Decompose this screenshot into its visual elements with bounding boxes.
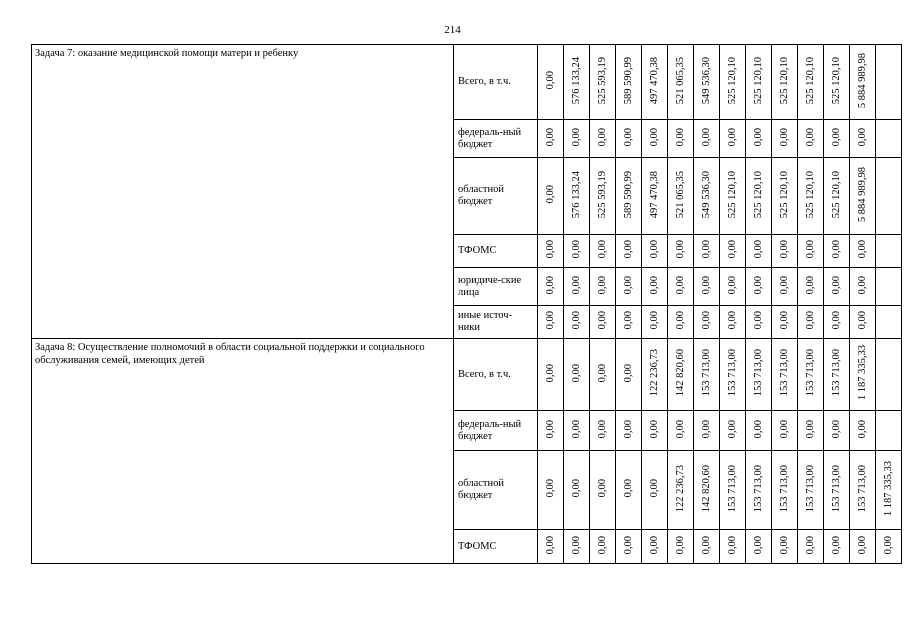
value-text: 525 120,10 (726, 56, 738, 105)
value-text: 0,00 (596, 479, 608, 498)
value-cell (642, 451, 668, 530)
value-text: 0,00 (856, 240, 868, 259)
value-cell (642, 268, 668, 306)
value-cell (824, 120, 850, 158)
value-text: 153 713,00 (726, 464, 738, 513)
value-text: 142 820,60 (700, 464, 712, 513)
value-cell (564, 158, 590, 235)
value-text: 0,00 (544, 127, 556, 147)
value-text: 525 120,10 (830, 170, 842, 219)
value-text: 576 133,24 (570, 56, 582, 105)
value-text: 0,00 (778, 535, 790, 555)
value-text: 0,00 (648, 479, 660, 498)
value-cell (850, 339, 876, 411)
value-text: 153 713,00 (856, 464, 868, 513)
value-text: 1 187 335,33 (882, 460, 894, 517)
value-text: 0,00 (570, 275, 582, 295)
value-cell (850, 235, 876, 268)
value-cell (772, 306, 798, 339)
value-text: 0,00 (648, 240, 660, 259)
value-cell (824, 530, 850, 564)
value-text: 0,00 (752, 311, 764, 330)
value-text: 0,00 (726, 311, 738, 330)
value-cell (746, 339, 772, 411)
value-cell (694, 530, 720, 564)
value-cell (850, 411, 876, 451)
value-cell (798, 268, 824, 306)
value-cell (772, 268, 798, 306)
value-text: 0,00 (778, 240, 790, 259)
value-text: 0,00 (596, 419, 608, 439)
value-cell (824, 158, 850, 235)
value-cell (824, 339, 850, 411)
value-cell (564, 530, 590, 564)
value-cell (876, 339, 902, 411)
value-text: 0,00 (752, 419, 764, 439)
value-cell (824, 411, 850, 451)
value-text: 0,00 (856, 535, 868, 555)
funding-source: ТФОМС (454, 235, 538, 268)
value-text: 0,00 (544, 71, 556, 90)
value-text: 549 536,30 (700, 170, 712, 219)
value-text: 0,00 (700, 535, 712, 555)
value-text: 0,00 (596, 275, 608, 295)
value-cell (642, 411, 668, 451)
value-cell (590, 451, 616, 530)
value-text: 0,00 (570, 240, 582, 259)
funding-source: Всего, в т.ч. (454, 339, 538, 411)
value-cell (564, 45, 590, 120)
value-cell (772, 235, 798, 268)
value-text: 0,00 (544, 535, 556, 555)
value-cell (616, 235, 642, 268)
value-text: 0,00 (804, 127, 816, 147)
value-text: 0,00 (804, 311, 816, 330)
value-text: 0,00 (596, 535, 608, 555)
value-cell (616, 339, 642, 411)
value-text: 525 120,10 (726, 170, 738, 219)
value-text: 0,00 (856, 311, 868, 330)
value-text: 0,00 (544, 240, 556, 259)
value-text: 0,00 (596, 127, 608, 147)
value-cell (798, 120, 824, 158)
value-text: 525 120,10 (752, 56, 764, 105)
value-text: 0,00 (596, 363, 608, 383)
value-text: 0,00 (726, 419, 738, 439)
task-title: Задача 8: Осуществление полномочий в области социальной поддержки и социального обслуживания семей, имеющих детей (32, 339, 454, 564)
value-text: 0,00 (700, 419, 712, 439)
value-cell (720, 451, 746, 530)
value-cell (720, 411, 746, 451)
value-cell (538, 530, 564, 564)
value-cell (850, 306, 876, 339)
value-text: 0,00 (830, 535, 842, 555)
value-cell (798, 451, 824, 530)
value-cell (746, 235, 772, 268)
value-cell (876, 530, 902, 564)
value-text: 521 065,35 (674, 56, 686, 105)
value-cell (746, 268, 772, 306)
value-text: 0,00 (544, 311, 556, 330)
value-cell (876, 306, 902, 339)
value-cell (772, 530, 798, 564)
value-text: 153 713,00 (830, 349, 842, 397)
value-cell (538, 158, 564, 235)
value-cell (616, 306, 642, 339)
value-cell (564, 451, 590, 530)
value-text: 0,00 (830, 311, 842, 330)
value-text: 0,00 (830, 127, 842, 147)
value-cell (746, 306, 772, 339)
value-text: 0,00 (700, 311, 712, 330)
value-cell (746, 411, 772, 451)
value-cell (694, 158, 720, 235)
table-row (32, 45, 902, 120)
funding-source: федераль-ный бюджет (454, 411, 538, 451)
value-cell (876, 120, 902, 158)
value-text: 0,00 (648, 311, 660, 330)
value-cell (590, 268, 616, 306)
value-text: 153 713,00 (804, 349, 816, 397)
value-cell (694, 411, 720, 451)
value-cell (824, 235, 850, 268)
value-cell (720, 158, 746, 235)
value-cell (590, 411, 616, 451)
value-cell (694, 235, 720, 268)
value-text: 0,00 (778, 311, 790, 330)
value-cell (616, 411, 642, 451)
value-cell (798, 339, 824, 411)
value-cell (720, 120, 746, 158)
value-cell (876, 451, 902, 530)
value-cell (564, 120, 590, 158)
value-text: 0,00 (674, 275, 686, 295)
value-cell (824, 306, 850, 339)
value-text: 0,00 (622, 127, 634, 147)
value-cell (668, 306, 694, 339)
value-cell (876, 268, 902, 306)
value-cell (772, 120, 798, 158)
funding-source: Всего, в т.ч. (454, 45, 538, 120)
value-text: 0,00 (622, 275, 634, 295)
value-cell (720, 306, 746, 339)
value-cell (772, 45, 798, 120)
task-title: Задача 7: оказание медицинской помощи матери и ребенку (32, 45, 454, 339)
value-cell (746, 120, 772, 158)
value-cell (538, 268, 564, 306)
value-cell (564, 306, 590, 339)
funding-source: иные источ-ники (454, 306, 538, 339)
value-text: 0,00 (700, 127, 712, 147)
value-cell (668, 411, 694, 451)
value-cell (642, 158, 668, 235)
value-cell (616, 268, 642, 306)
value-text: 0,00 (752, 535, 764, 555)
value-cell (850, 530, 876, 564)
value-cell (824, 268, 850, 306)
value-text: 0,00 (752, 127, 764, 147)
value-cell (746, 451, 772, 530)
value-cell (538, 120, 564, 158)
value-cell (642, 45, 668, 120)
value-text: 0,00 (622, 363, 634, 383)
value-cell (720, 235, 746, 268)
value-text: 0,00 (648, 419, 660, 439)
value-cell (746, 158, 772, 235)
funding-source: федераль-ный бюджет (454, 120, 538, 158)
value-cell (772, 339, 798, 411)
value-text: 497 470,38 (648, 56, 660, 105)
value-text: 0,00 (622, 311, 634, 330)
value-cell (798, 411, 824, 451)
value-cell (668, 451, 694, 530)
value-cell (798, 235, 824, 268)
value-text: 0,00 (570, 419, 582, 439)
value-text: 0,00 (804, 240, 816, 259)
value-text: 589 590,99 (622, 170, 634, 219)
value-text: 589 590,99 (622, 56, 634, 105)
value-text: 0,00 (856, 275, 868, 295)
value-text: 0,00 (570, 127, 582, 147)
value-text: 0,00 (622, 479, 634, 498)
value-cell (850, 45, 876, 120)
value-text: 525 120,10 (830, 56, 842, 105)
value-cell (590, 158, 616, 235)
value-text: 153 713,00 (830, 464, 842, 513)
value-text: 0,00 (778, 275, 790, 295)
value-cell (772, 451, 798, 530)
value-text: 0,00 (648, 275, 660, 295)
value-text: 0,00 (778, 419, 790, 439)
value-cell (642, 235, 668, 268)
value-text: 549 536,30 (700, 56, 712, 105)
value-cell (850, 120, 876, 158)
value-text: 0,00 (570, 535, 582, 555)
value-cell (772, 158, 798, 235)
value-cell (642, 530, 668, 564)
value-text: 0,00 (752, 275, 764, 295)
value-cell (564, 268, 590, 306)
value-cell (590, 45, 616, 120)
value-cell (564, 411, 590, 451)
value-text: 525 120,10 (778, 170, 790, 219)
value-cell (668, 268, 694, 306)
value-text: 0,00 (622, 240, 634, 259)
value-cell (720, 530, 746, 564)
value-cell (668, 45, 694, 120)
value-text: 153 713,00 (804, 464, 816, 513)
funding-source: ТФОМС (454, 530, 538, 564)
value-text: 153 713,00 (700, 349, 712, 397)
value-text: 0,00 (726, 535, 738, 555)
value-text: 525 120,10 (804, 56, 816, 105)
value-text: 153 713,00 (752, 349, 764, 397)
value-text: 0,00 (570, 363, 582, 383)
value-text: 497 470,38 (648, 170, 660, 219)
value-cell (798, 306, 824, 339)
value-text: 0,00 (804, 535, 816, 555)
value-text: 1 187 335,33 (856, 345, 868, 401)
value-cell (720, 45, 746, 120)
value-text: 0,00 (622, 419, 634, 439)
value-cell (668, 120, 694, 158)
value-cell (850, 268, 876, 306)
value-text: 0,00 (830, 419, 842, 439)
value-cell (798, 158, 824, 235)
value-cell (720, 339, 746, 411)
budget-table (31, 44, 902, 564)
value-cell (824, 45, 850, 120)
value-cell (538, 411, 564, 451)
page-number: 214 (444, 24, 461, 36)
value-cell (876, 411, 902, 451)
value-cell (746, 530, 772, 564)
value-text: 525 120,10 (778, 56, 790, 105)
value-text: 0,00 (544, 363, 556, 383)
value-text: 122 236,73 (674, 464, 686, 513)
value-text: 0,00 (726, 240, 738, 259)
value-text: 0,00 (544, 419, 556, 439)
value-cell (538, 45, 564, 120)
value-cell (694, 451, 720, 530)
value-text: 0,00 (544, 479, 556, 498)
value-text: 0,00 (674, 535, 686, 555)
value-cell (668, 158, 694, 235)
value-text: 5 884 989,98 (856, 166, 868, 223)
value-cell (694, 45, 720, 120)
value-cell (798, 45, 824, 120)
value-text: 0,00 (804, 419, 816, 439)
value-text: 525 120,10 (804, 170, 816, 219)
value-cell (616, 120, 642, 158)
value-cell (590, 120, 616, 158)
value-text: 0,00 (778, 127, 790, 147)
value-cell (694, 268, 720, 306)
value-text: 0,00 (726, 275, 738, 295)
value-cell (876, 45, 902, 120)
value-text: 0,00 (596, 311, 608, 330)
value-text: 0,00 (674, 419, 686, 439)
value-cell (668, 235, 694, 268)
value-cell (590, 235, 616, 268)
value-text: 0,00 (674, 311, 686, 330)
value-cell (850, 158, 876, 235)
value-cell (616, 451, 642, 530)
value-cell (538, 235, 564, 268)
value-cell (590, 339, 616, 411)
value-text: 0,00 (752, 240, 764, 259)
value-text: 521 065,35 (674, 170, 686, 219)
value-text: 0,00 (856, 419, 868, 439)
value-text: 0,00 (570, 479, 582, 498)
value-cell (694, 306, 720, 339)
value-text: 0,00 (830, 240, 842, 259)
value-text: 153 713,00 (778, 464, 790, 513)
value-cell (824, 451, 850, 530)
value-text: 153 713,00 (752, 464, 764, 513)
value-text: 525 593,19 (596, 170, 608, 219)
value-cell (850, 451, 876, 530)
value-text: 0,00 (700, 275, 712, 295)
value-text: 0,00 (544, 275, 556, 295)
value-text: 576 133,24 (570, 170, 582, 219)
value-cell (642, 306, 668, 339)
table-row (32, 339, 902, 411)
value-text: 0,00 (856, 127, 868, 147)
value-text: 122 236,73 (648, 349, 660, 397)
value-text: 0,00 (830, 275, 842, 295)
value-cell (772, 411, 798, 451)
value-cell (746, 45, 772, 120)
value-cell (642, 339, 668, 411)
value-cell (538, 306, 564, 339)
value-text: 5 884 989,98 (856, 52, 868, 109)
value-cell (616, 158, 642, 235)
value-cell (538, 451, 564, 530)
funding-source: юридиче-ские лица (454, 268, 538, 306)
value-cell (720, 268, 746, 306)
value-cell (694, 120, 720, 158)
funding-source: областной бюджет (454, 451, 538, 530)
funding-source: областной бюджет (454, 158, 538, 235)
value-text: 0,00 (882, 535, 894, 555)
value-text: 0,00 (596, 240, 608, 259)
value-text: 153 713,00 (778, 349, 790, 397)
value-text: 0,00 (570, 311, 582, 330)
value-cell (642, 120, 668, 158)
value-cell (616, 45, 642, 120)
value-cell (668, 339, 694, 411)
value-cell (694, 339, 720, 411)
value-cell (616, 530, 642, 564)
value-text: 0,00 (700, 240, 712, 259)
value-text: 525 120,10 (752, 170, 764, 219)
value-text: 142 820,60 (674, 349, 686, 397)
value-text: 0,00 (648, 127, 660, 147)
value-cell (590, 306, 616, 339)
value-cell (798, 530, 824, 564)
value-text: 153 713,00 (726, 349, 738, 397)
value-text: 0,00 (726, 127, 738, 147)
value-cell (590, 530, 616, 564)
value-text: 0,00 (804, 275, 816, 295)
value-text: 0,00 (622, 535, 634, 555)
value-cell (564, 235, 590, 268)
value-text: 0,00 (544, 185, 556, 204)
value-cell (538, 339, 564, 411)
value-text: 0,00 (674, 240, 686, 259)
value-text: 0,00 (648, 535, 660, 555)
value-text: 525 593,19 (596, 56, 608, 105)
value-cell (564, 339, 590, 411)
value-cell (876, 235, 902, 268)
value-cell (668, 530, 694, 564)
value-text: 0,00 (674, 127, 686, 147)
value-cell (876, 158, 902, 235)
